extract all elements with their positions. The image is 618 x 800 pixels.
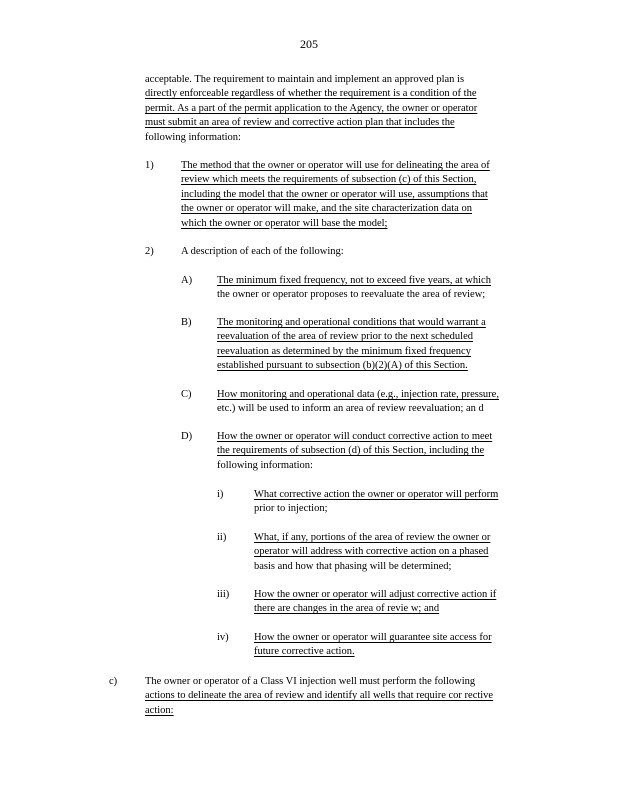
item-line: reevaluation as determined by the minimum fixed frequency	[217, 345, 471, 357]
item-line: review which meets the requirements of subsection (c) of this Section,	[181, 174, 477, 186]
page-number: 205	[300, 37, 318, 51]
item-line: following information:	[217, 459, 313, 471]
item-B-text	[217, 316, 529, 374]
intro-line: directly enforceable regardless of whether the requirement is a condition of the	[145, 88, 477, 100]
item-line: What corrective action the owner or operator will perform	[254, 489, 499, 500]
item-line: How the owner or operator will conduct corrective action to meet	[217, 431, 493, 442]
item-label-A: A)	[181, 275, 193, 286]
item-line: future corrective action.	[254, 646, 355, 658]
item-line: there are changes in the area of revie w; and	[254, 603, 440, 615]
item-c-text	[145, 675, 545, 718]
item-label-c: c)	[109, 676, 118, 687]
item-label-iii: iii)	[217, 589, 230, 600]
item-2-text	[181, 245, 533, 259]
item-line: What, if any, portions of the area of review the owner or	[254, 532, 491, 543]
item-line: prior to injection;	[254, 503, 328, 515]
intro-paragraph	[145, 73, 527, 145]
item-label-1: 1)	[145, 160, 154, 171]
item-A-text	[217, 274, 529, 303]
item-iii-text	[254, 588, 536, 617]
item-line: the owner or operator proposes to reevaluate the area of review;	[217, 289, 486, 301]
item-line: which the owner or operator will base the model;	[181, 217, 388, 229]
item-line: How the owner or operator will guarantee site access for	[254, 632, 492, 643]
item-line: established pursuant to subsection (b)(2)(A) of this Section.	[217, 360, 468, 372]
item-line: action:	[145, 704, 174, 716]
item-line: the owner or operator will make, and the site characterization data on	[181, 203, 472, 215]
item-ii-text	[254, 531, 536, 574]
item-line: The method that the owner or operator will use for delineating the area of	[181, 160, 490, 171]
item-label-D: D)	[181, 431, 193, 442]
intro-line: must submit an area of review and corrective action plan that includes the	[145, 117, 455, 129]
item-line: The minimum fixed frequency, not to exceed five years, at which	[217, 275, 491, 286]
item-label-iv: iv)	[217, 632, 229, 643]
intro-line: permit. As a part of the permit application to the Agency, the owner or operator	[145, 102, 478, 114]
item-line: How the owner or operator will adjust corrective action if	[254, 589, 497, 600]
item-line: The owner or operator of a Class VI injection well must perform the following	[145, 676, 476, 687]
item-label-ii: ii)	[217, 532, 227, 543]
item-line: basis and how that phasing will be determined;	[254, 560, 452, 572]
intro-line: acceptable. The requirement to maintain and implement an approved plan is	[145, 74, 465, 85]
item-line: A description of each of the following:	[181, 246, 344, 257]
item-label-C: C)	[181, 389, 192, 400]
item-line: the requirements of subsection (d) of this Section, including the	[217, 445, 485, 457]
item-label-2: 2)	[145, 246, 154, 257]
item-label-i: i)	[217, 489, 224, 500]
intro-line: following information:	[145, 131, 241, 143]
item-line: operator will address with corrective action on a phased	[254, 546, 489, 558]
item-C-text	[217, 388, 535, 417]
item-line: reevaluation of the area of review prior to the next scheduled	[217, 331, 473, 343]
item-line: How monitoring and operational data (e.g., injection rate, pressure,	[217, 389, 499, 400]
item-line: including the model that the owner or operator will use, assumptions that	[181, 188, 488, 200]
item-line: The monitoring and operational conditions that would warrant a	[217, 317, 486, 328]
item-D-text	[217, 430, 535, 473]
item-i-text	[254, 488, 536, 517]
item-label-B: B)	[181, 317, 192, 328]
item-iv-text	[254, 631, 536, 660]
item-line: etc.) will be used to inform an area of review reevaluation; an d	[217, 403, 484, 415]
item-1-text	[181, 159, 533, 231]
item-line: actions to delineate the area of review and identify all wells that require cor rective	[145, 690, 494, 702]
